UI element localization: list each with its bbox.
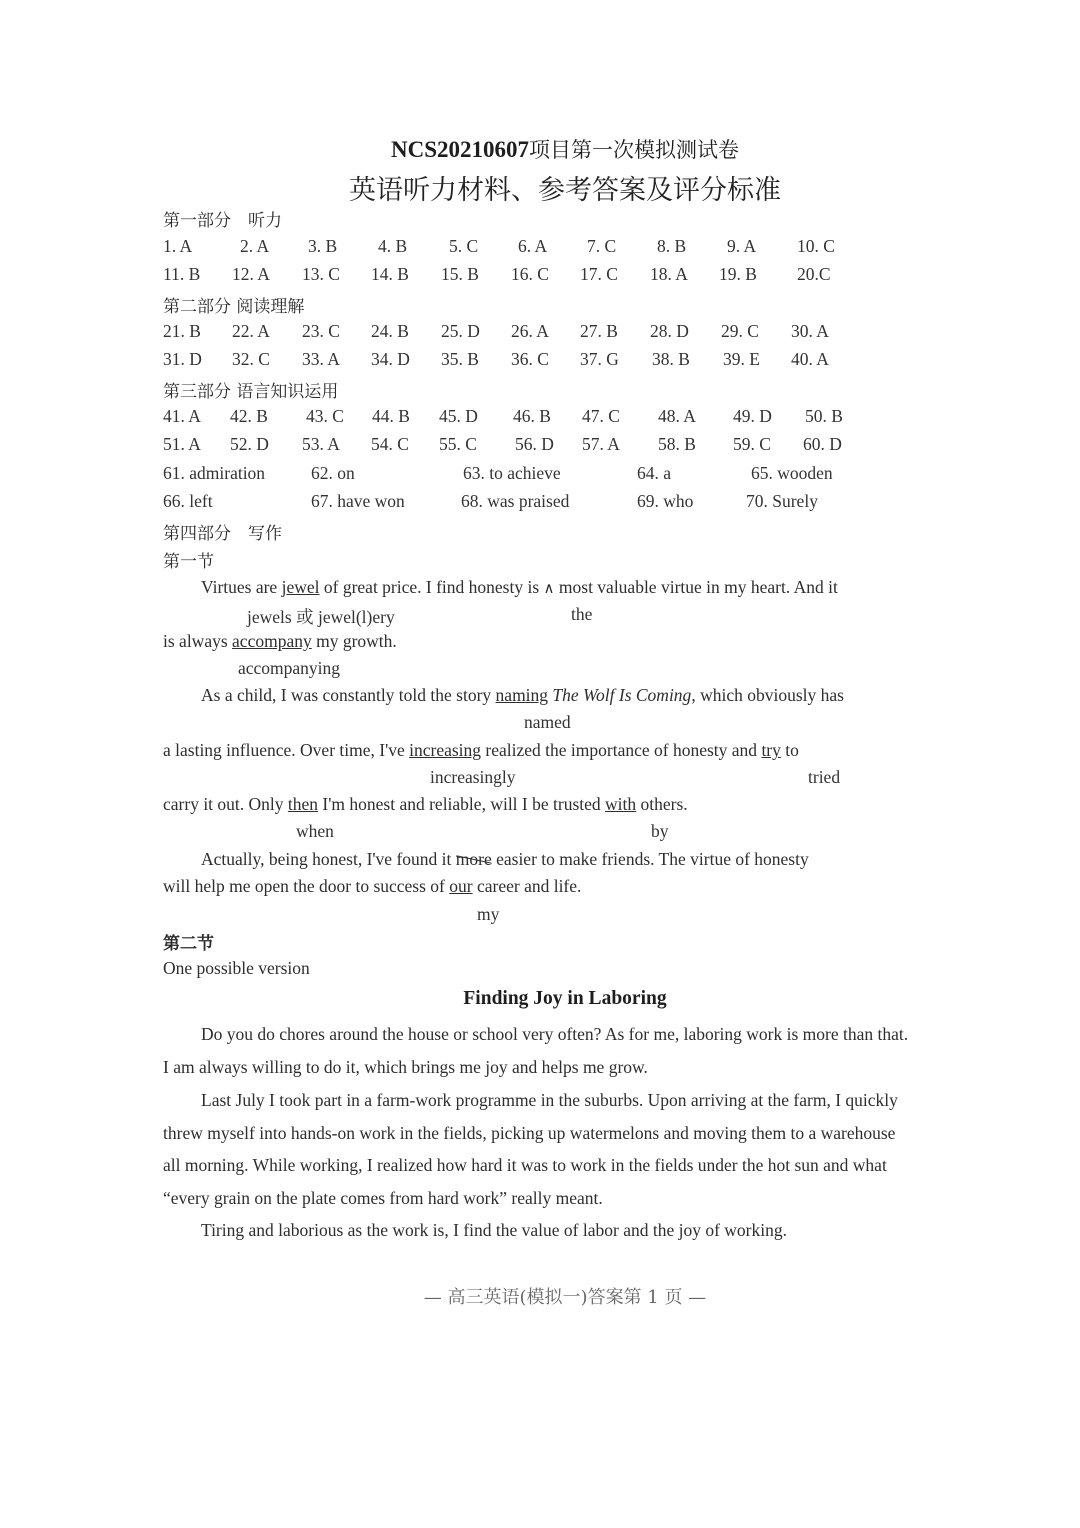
essay-line [163, 794, 688, 815]
answer-item: 48. A [658, 406, 696, 426]
answer-item: 18. A [650, 264, 688, 284]
part1-heading: 第一部分 听力 [163, 211, 282, 231]
correction: my [477, 904, 500, 924]
title-suffix: 项目第一次模拟测试卷 [529, 138, 739, 162]
answer-item: 64. a [637, 463, 672, 483]
answer-item: 7. C [587, 236, 617, 256]
essay-line [163, 876, 581, 897]
answer-item: 26. A [511, 321, 549, 341]
answer-item: 30. A [791, 321, 829, 341]
answer-item: 8. B [657, 236, 687, 256]
answer-item: 70. Surely [746, 491, 818, 511]
answer-item: 1. A [163, 236, 193, 256]
correction: by [651, 821, 669, 841]
essay-line [201, 849, 809, 870]
answer-item: 65. wooden [751, 463, 833, 483]
answer-item: 12. A [232, 264, 270, 284]
answer-item: 11. B [163, 264, 201, 284]
answer-item: 42. B [230, 406, 268, 426]
text: to [780, 740, 799, 760]
answer-item: 28. D [650, 321, 689, 341]
error-word: our [449, 876, 473, 896]
error-word: then [287, 794, 319, 814]
model-essay-line: “every grain on the plate comes from hard work” really meant. [163, 1188, 603, 1208]
answer-item: 39. E [723, 349, 760, 369]
answer-item: 63. to achieve [463, 463, 561, 483]
story-title: The Wolf Is Coming [552, 685, 692, 705]
model-essay-line: I am always willing to do it, which brings me joy and helps me grow. [163, 1057, 648, 1077]
part4-heading: 第四部分 写作 [163, 524, 282, 544]
text: Actually, being honest, I've found it [201, 849, 456, 869]
answer-item: 43. C [306, 406, 344, 426]
answer-item: 10. C [797, 236, 835, 256]
model-essay-line: Tiring and laborious as the work is, I find the value of labor and the joy of working. [201, 1220, 787, 1240]
model-essay-line: all morning. While working, I realized how hard it was to work in the fields under the hot sun and what [163, 1155, 887, 1175]
answer-item: 66. left [163, 491, 213, 511]
error-word: try [761, 740, 781, 760]
essay-line [201, 577, 838, 598]
answer-item: 34. D [371, 349, 410, 369]
answer-item: 38. B [652, 349, 690, 369]
answer-item: 53. A [302, 434, 340, 454]
section2-note: One possible version [163, 958, 310, 978]
part2-heading: 第二部分 阅读理解 [163, 297, 305, 317]
answer-item: 4. B [378, 236, 408, 256]
answer-item: 21. B [163, 321, 201, 341]
error-word: naming [495, 685, 549, 705]
text: Virtues are [201, 577, 282, 597]
answer-item: 49. D [733, 406, 772, 426]
correction: named [524, 712, 571, 732]
text: my growth. [311, 631, 397, 651]
answer-item: 57. A [582, 434, 620, 454]
text: others. [636, 794, 688, 814]
answer-item: 13. C [302, 264, 340, 284]
answer-item: 37. G [580, 349, 619, 369]
answer-item: 9. A [727, 236, 757, 256]
correction: accompanying [238, 658, 341, 678]
correction: the [571, 604, 593, 624]
essay-line [201, 685, 844, 706]
correction: when [296, 821, 334, 841]
answer-item: 19. B [719, 264, 757, 284]
answer-item: 51. A [163, 434, 201, 454]
text: of great price. I find honesty is [319, 577, 544, 597]
answer-item: 46. B [513, 406, 551, 426]
section1-heading: 第一节 [163, 552, 214, 572]
answer-item: 27. B [580, 321, 618, 341]
correction: increasingly [430, 767, 516, 787]
deleted-word: more [455, 849, 492, 869]
answer-item: 17. C [580, 264, 618, 284]
answer-item: 2. A [240, 236, 270, 256]
answer-item: 50. B [805, 406, 843, 426]
answer-item: 29. C [721, 321, 759, 341]
answer-item: 15. B [441, 264, 479, 284]
answer-item: 3. B [308, 236, 338, 256]
error-word: with [605, 794, 637, 814]
correction: jewels 或 jewel(l)ery [247, 607, 395, 627]
error-word: accompany [232, 631, 312, 651]
text: will help me open the door to success of [163, 876, 450, 896]
answer-item: 56. D [515, 434, 554, 454]
answer-item: 52. D [230, 434, 269, 454]
answer-item: 23. C [302, 321, 340, 341]
answer-item: 25. D [441, 321, 480, 341]
correction: tried [808, 767, 841, 787]
essay-line [163, 740, 799, 761]
answer-item: 6. A [518, 236, 548, 256]
model-essay-line: Last July I took part in a farm-work programme in the suburbs. Upon arriving at the farm, I quickly [201, 1090, 898, 1110]
model-essay-line: Do you do chores around the house or school very often? As for me, laboring work is more than that. [201, 1024, 909, 1044]
answer-item: 31. D [163, 349, 202, 369]
answer-item: 55. C [439, 434, 477, 454]
answer-item: 59. C [733, 434, 771, 454]
model-essay-title: Finding Joy in Laboring [463, 988, 667, 1009]
answer-item: 40. A [791, 349, 829, 369]
text: carry it out. Only [163, 794, 288, 814]
text: realized the importance of honesty and [481, 740, 762, 760]
answer-item: 32. C [232, 349, 270, 369]
error-word: jewel [281, 577, 320, 597]
text: easier to make friends. The virtue of honesty [491, 849, 809, 869]
model-essay-line: threw myself into hands-on work in the fields, picking up watermelons and moving them to a warehouse [163, 1123, 896, 1143]
answer-item: 14. B [371, 264, 409, 284]
answer-item: 47. C [582, 406, 620, 426]
text: , which obviously has [691, 685, 844, 705]
answer-item: 35. B [441, 349, 479, 369]
text: As a child, I was constantly told the story [201, 685, 496, 705]
section2-heading: 第二节 [163, 934, 214, 954]
answer-item: 44. B [372, 406, 410, 426]
document-subtitle: 英语听力材料、参考答案及评分标准 [349, 175, 781, 206]
answer-item: 62. on [311, 463, 355, 483]
text: most valuable virtue in my heart. And it [554, 577, 838, 597]
answer-item: 67. have won [311, 491, 405, 511]
answer-item: 45. D [439, 406, 478, 426]
answer-item: 58. B [658, 434, 696, 454]
answer-item: 33. A [302, 349, 340, 369]
answer-item: 69. who [637, 491, 694, 511]
page-footer: — 高三英语(模拟一)答案第 1 页 — [423, 1287, 707, 1308]
text: is always [163, 631, 233, 651]
answer-item: 61. admiration [163, 463, 266, 483]
part3-heading: 第三部分 语言知识运用 [163, 382, 339, 402]
answer-item: 36. C [511, 349, 549, 369]
answer-item: 22. A [232, 321, 270, 341]
answer-item: 24. B [371, 321, 409, 341]
answer-item: 54. C [371, 434, 409, 454]
answer-item: 20.C [797, 264, 831, 284]
exam-code: NCS20210607 [390, 137, 529, 162]
text: a lasting influence. Over time, I've [163, 740, 410, 760]
insertion-caret-icon: ∧ [543, 579, 555, 597]
document-title [0, 134, 1080, 164]
text: career and life. [472, 876, 582, 896]
answer-item: 68. was praised [461, 491, 570, 511]
essay-line [163, 631, 397, 652]
text: I'm honest and reliable, will I be trusted [318, 794, 606, 814]
error-word: increasing [409, 740, 482, 760]
answer-item: 60. D [803, 434, 842, 454]
answer-item: 5. C [449, 236, 479, 256]
answer-item: 16. C [511, 264, 549, 284]
answer-item: 41. A [163, 406, 201, 426]
